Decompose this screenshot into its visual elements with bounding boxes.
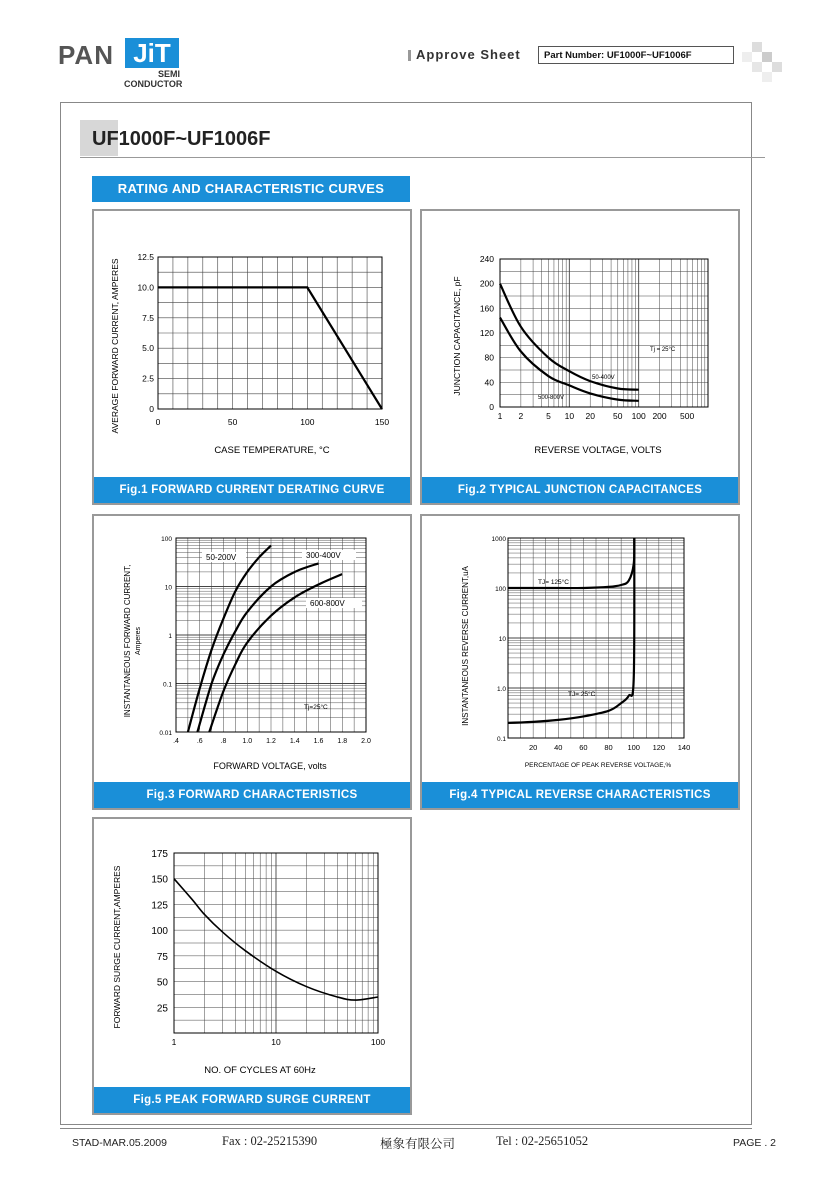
fig4-xtick: 60 bbox=[579, 743, 588, 752]
fig3-xtick: 2.0 bbox=[361, 738, 371, 745]
fig3-ytick: 1 bbox=[168, 633, 172, 640]
fig4-xtick: 40 bbox=[554, 743, 563, 752]
fig4-xtick: 20 bbox=[528, 743, 538, 752]
fig1-ytick: 10.0 bbox=[137, 282, 154, 293]
fig5-xtick: 100 bbox=[370, 1037, 386, 1047]
fig2-xtick: 5 bbox=[546, 411, 551, 421]
fig4-xlabel: PERCENTAGE OF PEAK REVERSE VOLTAGE,% bbox=[524, 762, 672, 769]
fig1-ytick: 12.5 bbox=[137, 252, 154, 262]
fig5-chart bbox=[94, 819, 410, 1087]
fig2-label-a: 50-400V bbox=[592, 375, 615, 381]
fig4-panel bbox=[420, 514, 740, 810]
fig3-ylabel-unit: Amperes bbox=[135, 626, 142, 656]
fig1-chart bbox=[94, 211, 410, 477]
fig5-ytick: 75 bbox=[156, 951, 168, 963]
fig1-ylabel: AVERAGE FORWARD CURRENT, AMPERES bbox=[110, 258, 120, 434]
fig2-xtick: 10 bbox=[564, 411, 575, 421]
fig3-ytick: 0.01 bbox=[159, 730, 172, 737]
fig2-ytick: 160 bbox=[479, 303, 494, 314]
fig4-note-cold: TJ= 25°C bbox=[568, 691, 596, 698]
fig4-xtick: 120 bbox=[652, 743, 666, 752]
fig3-caption: Fig.3 FORWARD CHARACTERISTICS bbox=[94, 782, 410, 808]
fig3-label-a: 50-200V bbox=[206, 553, 237, 562]
fig1-panel bbox=[92, 209, 412, 505]
fig4-note-hot: TJ= 125°C bbox=[538, 579, 569, 586]
fig3-ytick: 10 bbox=[164, 584, 172, 592]
fig2-xtick: 100 bbox=[631, 411, 646, 421]
title-divider bbox=[80, 157, 765, 158]
fig2-xtick: 20 bbox=[585, 411, 595, 421]
fig5-ytick: 175 bbox=[151, 849, 168, 860]
fig1-xtick: 0 bbox=[155, 417, 161, 427]
footer-tel: Tel : 02-25651052 bbox=[496, 1134, 589, 1148]
fig4-ylabel: INSTANTANEOUS REVERSE CURRENT,uA bbox=[461, 566, 470, 726]
fig2-xlabel: REVERSE VOLTAGE, VOLTS bbox=[534, 445, 662, 456]
fig2-ytick: 200 bbox=[479, 278, 494, 289]
fig3-xtick: 1.0 bbox=[242, 738, 253, 745]
footer-company: 極象有限公司 bbox=[380, 1137, 456, 1151]
fig2-chart bbox=[422, 211, 738, 477]
fig3-series-50-200v bbox=[188, 546, 271, 733]
fig1-xtick: 100 bbox=[300, 417, 315, 427]
fig2-xtick: 2 bbox=[518, 411, 524, 421]
page-title: UF1000F~UF1006F bbox=[92, 128, 271, 150]
fig5-ylabel: FORWARD SURGE CURRENT,AMPERES bbox=[112, 865, 122, 1029]
part-number-box: Part Number: UF1000F~UF1006F bbox=[538, 46, 734, 64]
fig3-label-b: 300-400V bbox=[306, 551, 341, 560]
fig1-ytick: 7.5 bbox=[142, 312, 154, 323]
fig5-ytick: 100 bbox=[151, 926, 168, 938]
fig3-label-c: 600-800V bbox=[310, 599, 345, 608]
fig4-series-125c bbox=[508, 538, 634, 588]
fig2-ytick: 120 bbox=[479, 328, 494, 338]
fig2-ylabel: JUNCTION CAPACITANCE, pF bbox=[452, 276, 462, 396]
footer-page-number: PAGE . 2 bbox=[733, 1137, 776, 1149]
logo-semi-text: SEMI bbox=[158, 69, 181, 79]
fig2-xtick: 200 bbox=[652, 411, 667, 421]
fig4-ytick: 10 bbox=[498, 636, 506, 643]
fig3-ytick: 0.1 bbox=[162, 681, 172, 689]
fig2-xtick: 1 bbox=[497, 411, 503, 421]
fig1-ytick: 0 bbox=[149, 404, 154, 414]
fig4-ytick: 0.1 bbox=[496, 736, 506, 743]
logo-jit-badge: JiT bbox=[125, 38, 179, 68]
fig5-panel bbox=[92, 817, 412, 1115]
fig3-note: Tj=25°C bbox=[304, 704, 328, 711]
fig2-caption: Fig.2 TYPICAL JUNCTION CAPACITANCES bbox=[422, 477, 738, 503]
fig2-panel bbox=[420, 209, 740, 505]
fig2-ytick: 0 bbox=[489, 402, 494, 412]
fig2-ytick: 80 bbox=[484, 352, 494, 363]
fig5-ytick: 25 bbox=[156, 1003, 168, 1015]
approve-sheet-label: Approve Sheet bbox=[416, 47, 521, 62]
fig1-xtick: 150 bbox=[374, 417, 390, 427]
fig1-caption: Fig.1 FORWARD CURRENT DERATING CURVE bbox=[94, 477, 410, 503]
fig5-ytick: 150 bbox=[151, 874, 168, 886]
fig3-xtick: 1.4 bbox=[289, 738, 300, 745]
fig3-xlabel: FORWARD VOLTAGE, volts bbox=[213, 761, 327, 771]
fig5-xtick: 1 bbox=[171, 1037, 177, 1047]
fig3-ylabel: INSTANTANEOUS FORWARD CURRENT, bbox=[123, 564, 132, 718]
footer-fax: Fax : 02-25215390 bbox=[222, 1134, 318, 1148]
approve-marker bbox=[408, 50, 411, 61]
fig3-xtick: .4 bbox=[173, 738, 179, 745]
fig5-ytick: 125 bbox=[151, 900, 168, 912]
fig2-ytick: 240 bbox=[479, 254, 494, 264]
fig4-caption: Fig.4 TYPICAL REVERSE CHARACTERISTICS bbox=[422, 782, 738, 808]
fig3-xtick: .8 bbox=[220, 738, 227, 745]
footer-divider bbox=[60, 1128, 752, 1129]
fig4-ytick: 100 bbox=[495, 586, 506, 593]
fig3-xtick: 1.2 bbox=[266, 738, 276, 745]
fig3-xtick: .6 bbox=[196, 738, 203, 745]
logo-conductor-text: CONDUCTOR bbox=[124, 79, 183, 89]
fig4-chart bbox=[422, 516, 738, 782]
fig1-xlabel: CASE TEMPERATURE, °C bbox=[214, 445, 330, 456]
fig2-label-b: 500-800V bbox=[538, 395, 565, 401]
fig4-xtick: 100 bbox=[627, 743, 640, 752]
fig5-ytick: 50 bbox=[156, 977, 168, 989]
fig5-caption: Fig.5 PEAK FORWARD SURGE CURRENT bbox=[94, 1087, 410, 1113]
fig1-xtick: 50 bbox=[227, 417, 238, 427]
fig3-ytick: 100 bbox=[161, 536, 172, 543]
fig5-xtick: 10 bbox=[271, 1037, 281, 1047]
fig4-xtick: 80 bbox=[604, 743, 613, 752]
fig2-xtick: 50 bbox=[613, 411, 623, 421]
footer-date-code: STAD-MAR.05.2009 bbox=[72, 1137, 167, 1149]
fig1-ytick: 5.0 bbox=[142, 343, 154, 354]
section-title: RATING AND CHARACTERISTIC CURVES bbox=[92, 176, 410, 202]
fig4-ytick: 1000 bbox=[491, 536, 506, 543]
fig4-ytick: 1.0 bbox=[496, 686, 506, 693]
fig2-note: Tj = 25°C bbox=[650, 347, 676, 353]
fig1-ytick: 2.5 bbox=[142, 373, 154, 384]
fig3-xtick: 1.8 bbox=[337, 738, 348, 745]
fig2-ytick: 40 bbox=[484, 377, 494, 388]
fig3-chart bbox=[94, 516, 410, 782]
fig2-xtick: 500 bbox=[680, 411, 695, 421]
logo-pan-text: PAN bbox=[58, 40, 114, 70]
fig4-xtick: 140 bbox=[677, 743, 691, 752]
fig5-xlabel: NO. OF CYCLES AT 60Hz bbox=[204, 1065, 316, 1076]
fig3-panel bbox=[92, 514, 412, 810]
fig3-xtick: 1.6 bbox=[313, 738, 324, 745]
